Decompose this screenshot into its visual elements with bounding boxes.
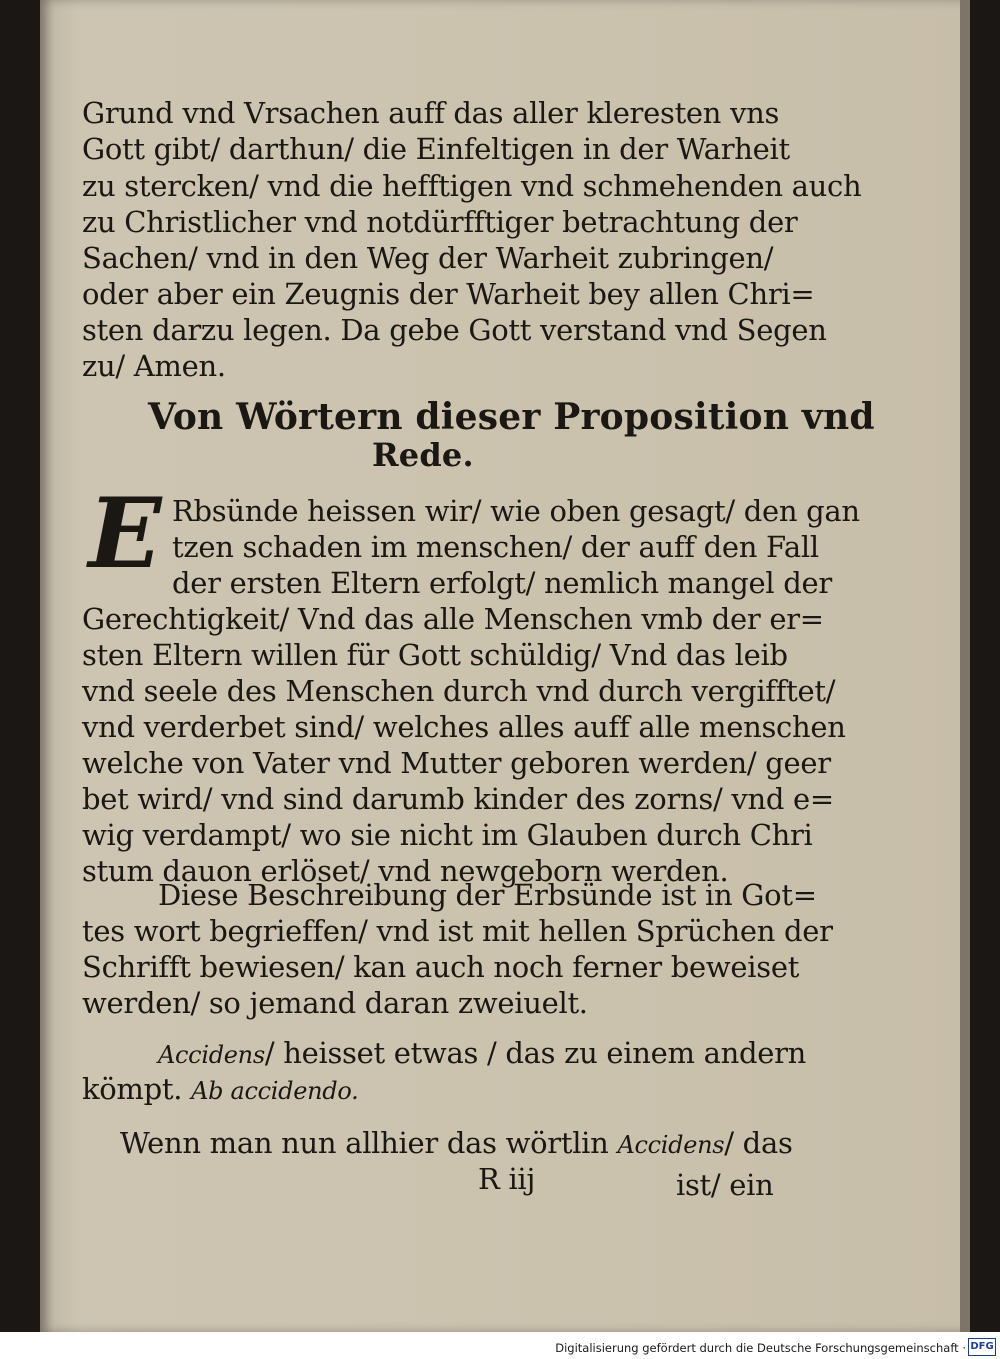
text-line: Sachen/ vnd in den Weg der Warheit zubringen/	[82, 241, 774, 275]
text-line	[158, 1036, 806, 1070]
signature-mark: R iij	[478, 1162, 536, 1196]
catchword: ist/ ein	[676, 1168, 774, 1202]
decorated-initial: E	[88, 477, 162, 590]
text-line: Diese Beschreibung der Erbsünde ist in Got=	[158, 878, 817, 912]
text-line: vnd seele des Menschen durch vnd durch vergifftet/	[82, 674, 836, 708]
latin-phrase: Ab accidendo.	[191, 1077, 359, 1105]
text-segment: Wenn man nun allhier das wörtlin	[120, 1126, 609, 1160]
text-line: tes wort begrieffen/ vnd ist mit hellen Sprüchen der	[82, 914, 833, 948]
latin-term: Accidens	[158, 1041, 265, 1069]
text-line: werden/ so jemand daran zweiuelt.	[82, 986, 588, 1020]
dfg-logo: DFG	[968, 1338, 996, 1356]
text-segment: / das	[724, 1126, 793, 1160]
text-segment: kömpt.	[82, 1072, 183, 1106]
text-line: welche von Vater vnd Mutter geboren werden/ geer	[82, 746, 831, 780]
text-line: zu Christlicher vnd notdürfftiger betrachtung der	[82, 205, 798, 239]
text-line: tzen schaden im menschen/ der auff den Fall	[172, 530, 819, 564]
text-line: Grund vnd Vrsachen auff das aller kleresten vns	[82, 96, 780, 130]
text-line: wig verdampt/ wo sie nicht im Glauben durch Chri	[82, 818, 813, 852]
text-line: Rbsünde heissen wir/ wie oben gesagt/ den gan	[172, 494, 860, 528]
text-line: Gerechtigkeit/ Vnd das alle Menschen vmb der er=	[82, 602, 824, 636]
text-line: Gott gibt/ darthun/ die Einfeltigen in der Warheit	[82, 132, 790, 166]
text-line: zu stercken/ vnd die hefftigen vnd schmehenden auch	[82, 169, 862, 203]
text-line: der ersten Eltern erfolgt/ nemlich mangel der	[172, 566, 832, 600]
text-line	[120, 1126, 793, 1160]
text-line: bet wird/ vnd sind darumb kinder des zorns/ vnd e=	[82, 782, 834, 816]
page-edge	[960, 0, 970, 1332]
text-line	[82, 1072, 358, 1106]
funding-credit: Digitalisierung gefördert durch die Deutsche Forschungsgemeinschaft ·	[555, 1341, 966, 1355]
text-line: zu/ Amen.	[82, 349, 226, 383]
text-line: stum dauon erlöset/ vnd newgeborn werden.	[82, 854, 729, 888]
text-segment: / heisset etwas / das zu einem andern	[264, 1036, 807, 1070]
latin-term: Accidens	[617, 1131, 725, 1159]
text-line: sten Eltern willen für Gott schüldig/ Vnd das leib	[82, 638, 788, 672]
section-heading-line-2: Rede.	[372, 436, 474, 474]
text-line: oder aber ein Zeugnis der Warheit bey allen Chri=	[82, 277, 815, 311]
text-line: sten darzu legen. Da gebe Gott verstand vnd Segen	[82, 313, 827, 347]
text-line: Schrifft bewiesen/ kan auch noch ferner beweiset	[82, 950, 800, 984]
section-heading-line-1: Von Wörtern dieser Proposition vnd	[148, 396, 875, 438]
text-line: vnd verderbet sind/ welches alles auff alle menschen	[82, 710, 846, 744]
